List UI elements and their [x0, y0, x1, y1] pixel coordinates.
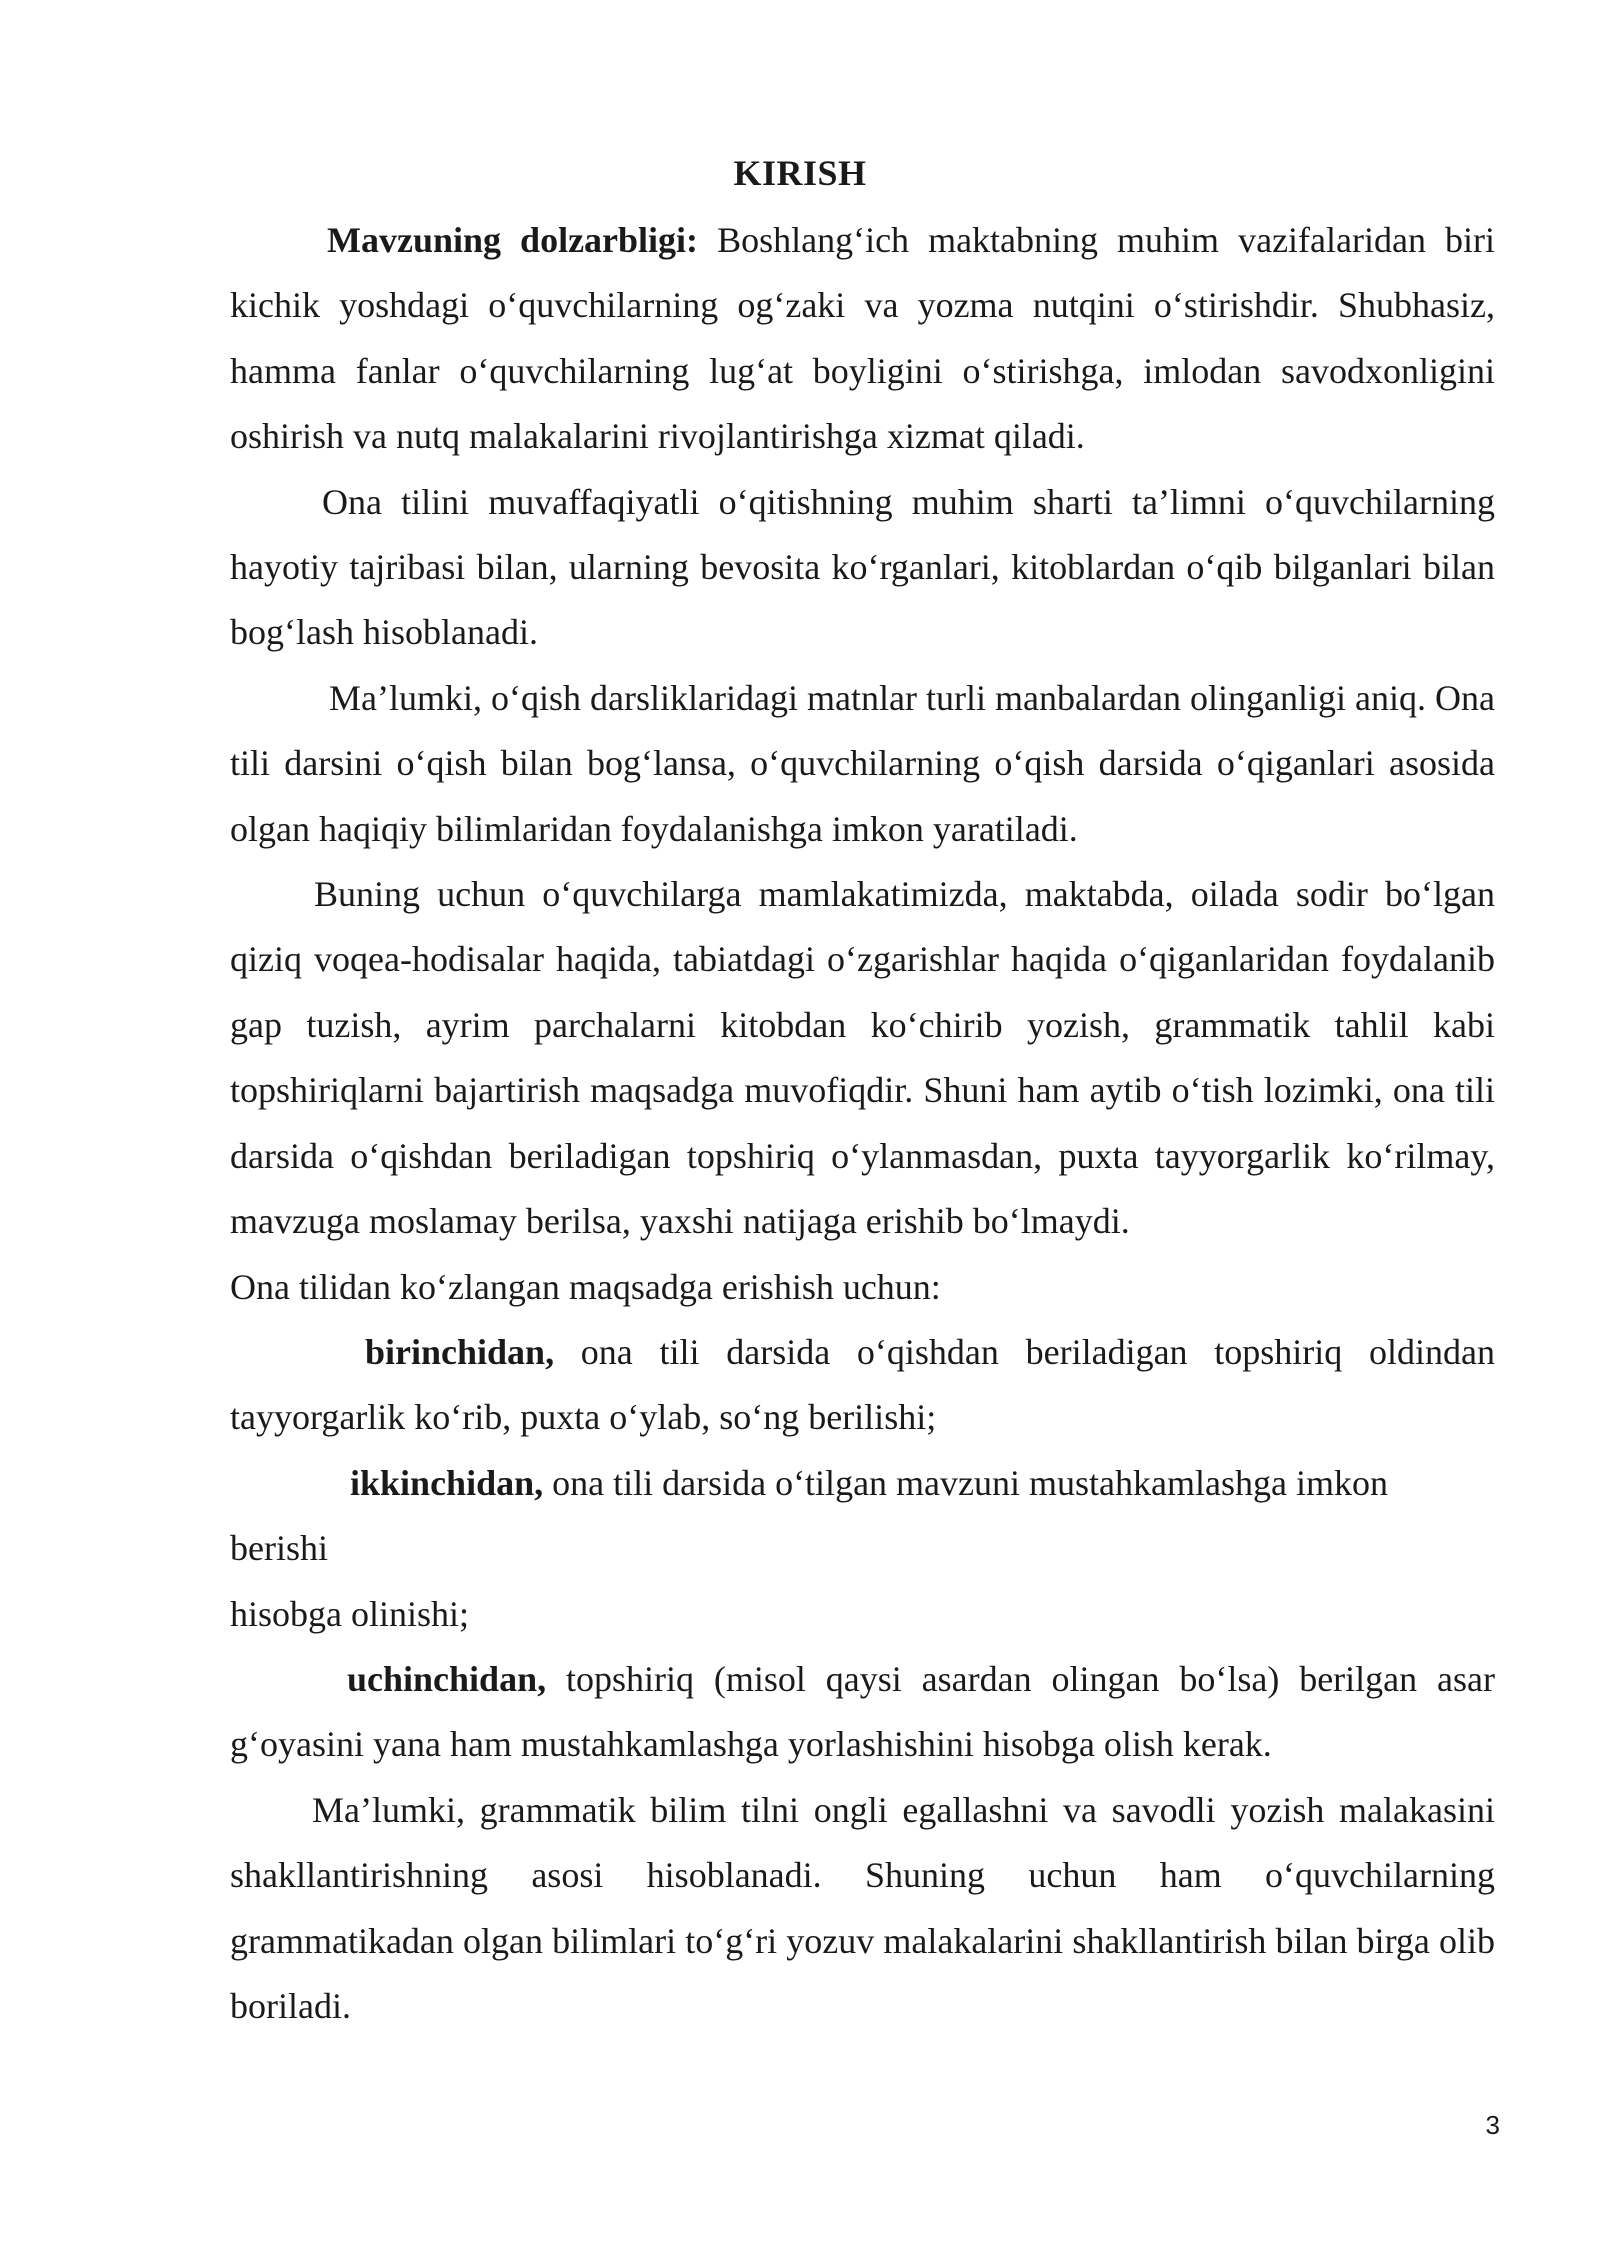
- list-item-third-text: topshiriq (misol qaysi asardan olingan bo‘lsa) berilgan asar g‘oyasini yana ham mustahkamlashga yorlashishini hisobga olish kerak.: [230, 1658, 1495, 1765]
- paragraph-relevance: [230, 208, 1495, 470]
- paragraph-3: Ma’lumki, o‘qish darsliklaridagi matnlar turli manbalardan olinganligi aniq. Ona tili darsini o‘qish bilan bog‘lansa, o‘quvchilarning o‘qish darsida o‘qiganlari asosida olgan haqiqiy bilimlaridan foydalanishga imkon yaratiladi.: [230, 677, 1495, 849]
- relevance-label: Mavzuning dolzarbligi:: [327, 220, 699, 260]
- relevance-text: Boshlang‘ich maktabning muhim vazifalaridan biri kichik yoshdagi o‘quvchilarning og‘zaki va yozma nutqini o‘stirishdir. Shubhasiz, hamma fanlar o‘quvchilarning lug‘at boyligini o‘stirishga, imlodan savodxonligini oshirish va nutq malakalarini rivojlantirishga xizmat qiladi.: [230, 220, 1495, 457]
- paragraph-2: Ona tilini muvaffaqiyatli o‘qitishning muhim sharti ta’limni o‘quvchilarning hayotiy tajribasi bilan, ularning bevosita ko‘rganlari, kitoblardan o‘qib bilganlari bilan bog‘lash hisoblanadi.: [230, 481, 1495, 653]
- section-heading: KIRISH: [733, 153, 867, 193]
- list-item-second-label: ikkinchidan,: [350, 1462, 544, 1503]
- list-item-third-label: uchinchidan,: [347, 1658, 547, 1699]
- list-item-first: [230, 1320, 1495, 1451]
- list-item-second-line2: berishi: [230, 1528, 328, 1569]
- body-text: [230, 208, 1495, 2039]
- paragraph-5: Ona tilidan ko‘zlangan maqsadga erishish uchun:: [230, 1266, 941, 1307]
- paragraph-4: Buning uchun o‘quvchilarga mamlakatimizda, maktabda, oilada sodir bo‘lgan qiziq voqea-hodisalar haqida, tabiatdagi o‘zgarishlar haqida o‘qiganlaridan foydalanib gap tuzish, ayrim parchalarni kitobdan ko‘chirib yozish, grammatik tahlil kabi topshiriqlarni bajartirish maqsadga muvofiqdir. Shuni ham aytib o‘tish lozimki, ona tili darsida o‘qishdan beriladigan topshiriq o‘ylanmasdan, puxta tayyorgarlik ko‘rilmay, mavzuga moslamay berilsa, yaxshi natijaga erishib bo‘lmaydi.: [230, 874, 1495, 1242]
- page-number: 3: [1485, 2110, 1500, 2140]
- list-item-second-line3: hisobga olinishi;: [230, 1593, 470, 1634]
- list-item-first-label: birinchidan,: [365, 1331, 555, 1372]
- list-item-first-text: ona tili darsida o‘qishdan beriladigan topshiriq oldindan tayyorgarlik ko‘rib, puxta o‘ylab, so‘ng berilishi;: [230, 1331, 1495, 1438]
- list-item-second: [230, 1451, 1495, 1516]
- list-item-third: [230, 1647, 1495, 1778]
- list-item-second-text: ona tili darsida o‘tilgan mavzuni mustahkamlashga imkon: [543, 1462, 1388, 1503]
- paragraph-6: Ma’lumki, grammatik bilim tilni ongli egallashni va savodli yozish malakasini shakllantirishning asosi hisoblanadi. Shuning uchun ham o‘quvchilarning grammatikadan olgan bilimlari to‘g‘ri yozuv malakalarini shakllantirish bilan birga olib boriladi.: [230, 1789, 1495, 2026]
